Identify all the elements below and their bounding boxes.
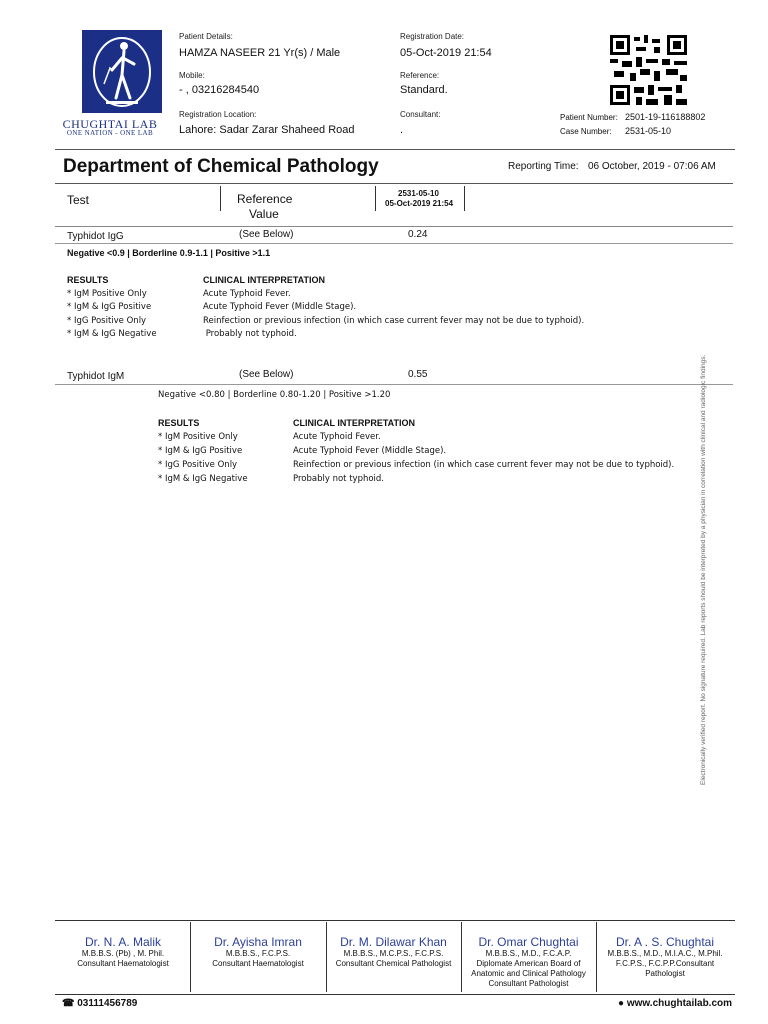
row-divider [55,384,733,385]
col-header-test: Test [67,193,90,207]
globe-icon: ● [618,998,625,1009]
col-divider [220,186,221,211]
doctor-divider [190,922,191,992]
reference-label: Reference: [400,71,440,80]
registration-date: 05-Oct-2019 21:54 [400,47,492,59]
lab-name: CHUGHTAI LAB [62,117,158,131]
patient-name: HAMZA NASEER 21 Yr(s) / Male [179,47,341,59]
test-ranges: Negative <0.9 | Borderline 0.9-1.1 | Positive >1.1 [67,248,271,258]
doctor-card [463,935,594,989]
doctor-qualification: M.B.B.S., M.D., F.C.A.P. [485,949,572,958]
registration-date-label: Registration Date: [400,32,465,41]
doctor-title: Consultant Pathologist [488,979,569,988]
reporting-time: 06 October, 2019 - 07:06 AM [588,161,716,172]
result-row: * IgM Positive Only [158,432,238,442]
doctor-qualification: M.B.B.S., M.C.P.S., F.C.P.S. [343,949,444,958]
doctor-card [192,935,324,969]
doctor-title: Consultant Haematologist [212,959,304,968]
doctor-qualification: M.B.B.S., M.D., M.I.A.C., M.Phil. [607,949,723,958]
lab-tagline: ONE NATION - ONE LAB [66,129,154,137]
case-number: 2531-05-10 [625,126,672,136]
title-divider [55,183,733,184]
website-contact [618,998,732,1009]
location-value: Lahore: Sadar Zarar Shaheed Road [179,124,355,136]
location-label: Registration Location: [179,110,257,119]
consultant-label: Consultant: [400,110,441,119]
doctor-title: F.C.P.S., F.C.P.P.Consultant [615,959,715,968]
patient-number-label: Patient Number: [560,113,618,122]
interpretation-row: Acute Typhoid Fever. [293,432,381,442]
mobile-label: Mobile: [179,71,205,80]
test-ranges: Negative <0.80 | Borderline 0.80-1.20 | Positive >1.20 [158,390,391,400]
test-value: 0.55 [408,369,428,380]
interpretation-header: CLINICAL INTERPRETATION [203,275,325,285]
doctor-title: Consultant Haematologist [77,959,169,968]
results-header: RESULTS [158,418,200,428]
test-name: Typhidot IgM [67,371,125,382]
result-row: * IgG Positive Only [67,316,147,326]
header-divider [55,149,735,150]
phone-icon: ☎ [62,998,75,1009]
test-value: 0.24 [408,229,428,240]
doctor-divider [596,922,597,992]
result-row: * IgM & IgG Positive [158,446,243,456]
result-row: * IgM & IgG Positive [67,302,152,312]
doctor-divider [326,922,327,992]
doctor-qualification: M.B.B.S., F.C.P.S. [225,949,291,958]
result-row: * IgM & IgG Negative [67,329,157,339]
qr-code-icon [610,35,687,105]
doctor-title: Pathologist [645,969,685,978]
col-header-date: 05-Oct-2019 21:54 [385,199,454,208]
col-header-reference-1: Reference [237,192,293,206]
doctor-title: Anatomic and Clinical Pathology [471,969,586,978]
col-header-reference-2: Value [249,207,279,221]
doctor-name: Dr. N. A. Malik [84,935,161,949]
reporting-time-label: Reporting Time: [508,161,579,172]
doctor-divider [461,922,462,992]
interpretation-row: Probably not typhoid. [203,329,297,339]
interpretation-row: Acute Typhoid Fever (Middle Stage). [293,446,447,456]
consultant-value: . [400,124,404,136]
patient-details-label: Patient Details: [179,32,233,41]
table-header-divider [55,226,733,227]
bottom-divider [55,994,735,995]
doctor-qualification: M.B.B.S. (Pb) , M. Phil. [81,949,165,958]
doctor-title: Diplomate American Board of [476,959,581,968]
result-row: * IgG Positive Only [158,460,238,470]
test-reference: (See Below) [239,369,294,380]
row-divider [55,243,733,244]
verification-note: Electronically verified report. No signature required. Lab reports should be interpreted by a physician in correlation with clinical and radiologic findings. [700,354,707,785]
department-title: Department of Chemical Pathology [63,156,379,177]
result-row: * IgM & IgG Negative [158,474,248,484]
doctor-card [58,935,188,969]
phone-contact [62,998,137,1009]
doctor-title: Consultant Chemical Pathologist [335,959,452,968]
lab-logo-emblem-icon [82,30,162,113]
interpretation-row: Reinfection or previous infection (in which case current fever may not be due to typhoid). [293,460,675,470]
result-row: * IgM Positive Only [67,289,147,299]
footer-divider [55,920,735,921]
interpretation-row: Acute Typhoid Fever. [203,289,291,299]
patient-number: 2501-19-116188802 [625,112,706,122]
doctor-name: Dr. Ayisha Imran [214,935,302,949]
reference-value: Standard. [400,84,448,96]
interpretation-row: Probably not typhoid. [293,474,385,484]
col-divider [464,186,465,211]
results-header: RESULTS [67,275,109,285]
interpretation-row: Acute Typhoid Fever (Middle Stage). [203,302,357,312]
case-number-label: Case Number: [560,127,612,136]
doctor-name: Dr. A . S. Chughtai [615,935,715,949]
col-header-case: 2531-05-10 [398,189,439,198]
lab-logo [82,30,162,113]
interpretation-header: CLINICAL INTERPRETATION [293,418,415,428]
test-reference: (See Below) [239,229,294,240]
doctor-name: Dr. Omar Chughtai [478,935,579,949]
mobile-value: - , 03216284540 [179,84,260,96]
interpretation-row: Reinfection or previous infection (in which case current fever may not be due to typhoid). [203,316,585,326]
test-name: Typhidot IgG [67,231,124,242]
col-divider [375,186,376,211]
phone-number: 03111456789 [77,998,138,1009]
website-link[interactable]: www.chughtailab.com [626,998,733,1009]
doctor-name: Dr. M. Dilawar Khan [340,935,447,949]
doctor-card [598,935,732,979]
doctor-card [328,935,459,969]
